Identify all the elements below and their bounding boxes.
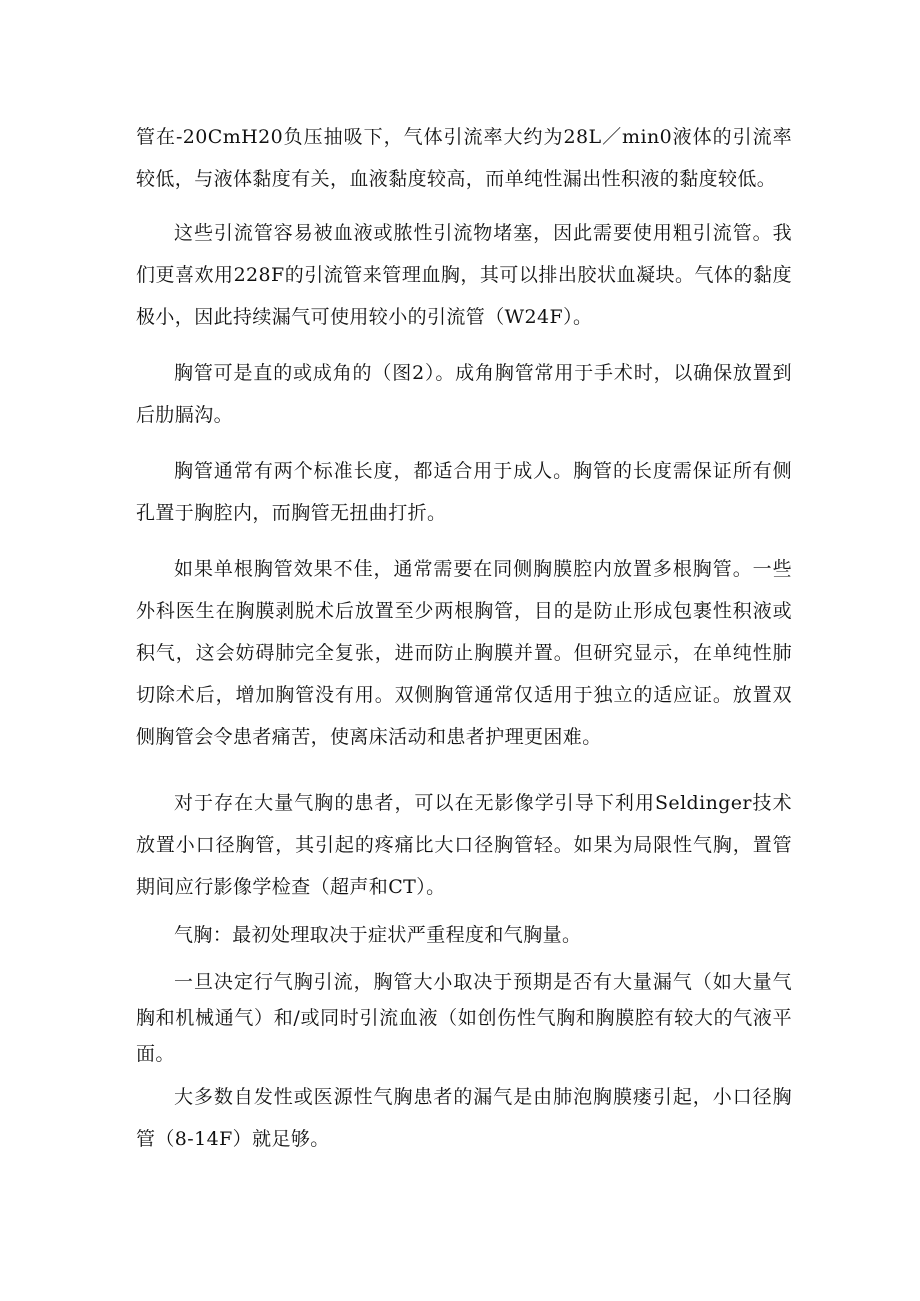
paragraph-small-bore: 大多数自发性或医源性气胸患者的漏气是由肺泡胸膜瘘引起，小口径胸管（8-14F）就足够。 — [136, 1086, 792, 1150]
paragraph-pneumothorax-heading: 气胸：最初处理取决于症状严重程度和气胸量。 — [174, 924, 582, 946]
paragraph-tube-length: 胸管通常有两个标准长度，都适合用于成人。胸管的长度需保证所有侧孔置于胸腔内，而胸管无扭曲打折。 — [136, 460, 792, 524]
paragraph-multiple-tubes: 如果单根胸管效果不佳，通常需要在同侧胸膜腔内放置多根胸管。一些外科医生在胸膜剥脱术后放置至少两根胸管，目的是防止形成包裹性积液或积气，这会妨碍肺完全复张，进而防止胸膜并置。但研究显示，在单纯性肺切除术后，增加胸管没有用。双侧胸管通常仅适用于独立的适应证。放置双侧胸管会令患者痛苦，使离床活动和患者护理更困难。 — [136, 558, 792, 748]
paragraph-tube-shape: 胸管可是直的或成角的（图2）。成角胸管常用于手术时，以确保放置到后肋膈沟。 — [136, 362, 792, 426]
paragraph-drainage-decision: 一旦决定行气胸引流，胸管大小取决于预期是否有大量漏气（如大量气胸和机械通气）和/或同时引流血液（如创伤性气胸和胸膜腔有较大的气液平面。 — [136, 971, 792, 1065]
paragraph-tube-size: 这些引流管容易被血液或脓性引流物堵塞，因此需要使用粗引流管。我们更喜欢用228F的引流管来管理血胸，其可以排出胶状血凝块。气体的黏度极小，因此持续漏气可使用较小的引流管（W24F）。 — [136, 222, 792, 328]
paragraph-seldinger: 对于存在大量气胸的患者，可以在无影像学引导下利用Seldinger技术放置小口径胸管，其引起的疼痛比大口径胸管轻。如果为局限性气胸，置管期间应行影像学检查（超声和CT）。 — [136, 792, 792, 898]
paragraph-drainage-rate: 管在-20CmH20负压抽吸下，气体引流率大约为28L／min0液体的引流率较低，与液体黏度有关，血液黏度较高，而单纯性漏出性积液的黏度较低。 — [136, 126, 792, 190]
